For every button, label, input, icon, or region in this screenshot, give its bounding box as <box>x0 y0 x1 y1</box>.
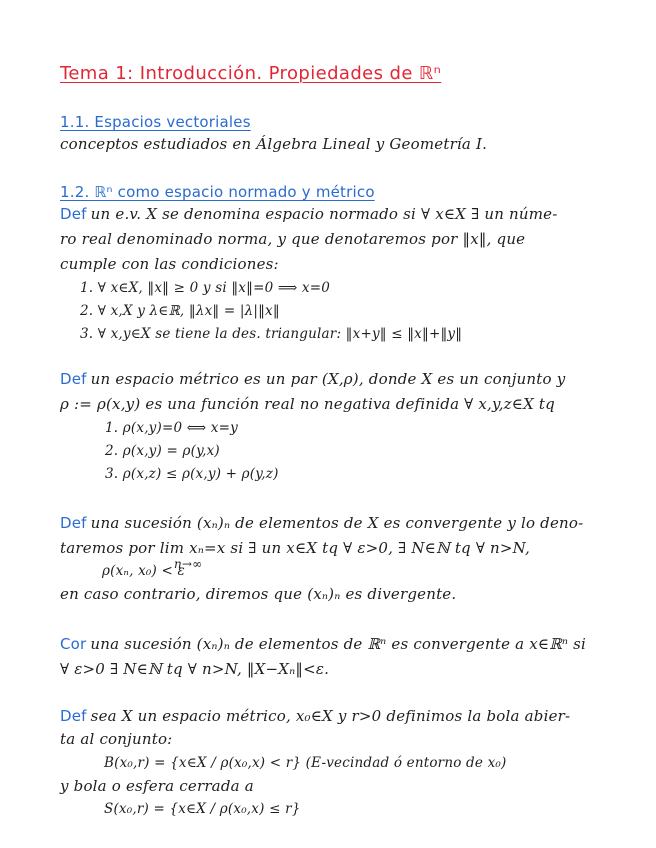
def-metric-line2: ρ := ρ(x,y) es una función real no negativa definida ∀ x,y,z∈X tq <box>60 395 555 413</box>
cor-line2: ∀ ε>0 ∃ N∈ℕ tq ∀ n>N, ‖X−Xₙ‖<ε. <box>60 660 330 678</box>
cor-text1: una sucesión (xₙ)ₙ de elementos de ℝⁿ es convergente a x∈ℝⁿ si <box>90 635 587 653</box>
page-title: Tema 1: Introducción. Propiedades de ℝⁿ <box>60 63 442 84</box>
cor-line1 <box>60 635 586 653</box>
closed-ball-formula: S(x₀,r) = {x∈X / ρ(x₀,x) ≤ r} <box>104 801 301 817</box>
cor-label: Cor <box>60 635 87 653</box>
def-ball-text1: sea X un espacio métrico, x₀∈X y r>0 definimos la bola abier- <box>90 707 571 725</box>
norm-condition-3: 3. ∀ x,y∈X se tiene la des. triangular: ‖x+y‖ ≤ ‖x‖+‖y‖ <box>80 326 463 342</box>
def-label: Def <box>60 205 87 223</box>
def-label: Def <box>60 370 87 388</box>
norm-condition-1: 1. ∀ x∈X, ‖x‖ ≥ 0 y si ‖x‖=0 ⟹ x=0 <box>80 280 331 296</box>
open-ball-formula: B(x₀,r) = {x∈X / ρ(x₀,x) < r} (E-vecindad ó entorno de x₀) <box>104 755 507 771</box>
section-1-2-heading: 1.2. ℝⁿ como espacio normado y métrico <box>60 183 375 201</box>
def-normed-line2: ro real denominado norma, y que denotaremos por ‖x‖, que <box>60 230 526 248</box>
def-convergent-text1: una sucesión (xₙ)ₙ de elementos de X es convergente y lo deno- <box>90 514 584 532</box>
def-convergent-line1 <box>60 514 583 532</box>
def-ball-line4: y bola o esfera cerrada a <box>60 777 254 795</box>
metric-property-3: 3. ρ(x,z) ≤ ρ(x,y) + ρ(y,z) <box>105 466 279 482</box>
limit-subscript: n→∞ <box>174 557 203 571</box>
def-normed-line3: cumple con las condiciones: <box>60 255 279 273</box>
norm-condition-2: 2. ∀ x,X y λ∈ℝ, ‖λx‖ = |λ|‖x‖ <box>80 303 280 319</box>
section-1-1-text: conceptos estudiados en Álgebra Lineal y Geometría I. <box>60 135 488 153</box>
def-normed-line1 <box>60 205 558 223</box>
def-label: Def <box>60 514 87 532</box>
def-ball-line1 <box>60 707 570 725</box>
def-convergent-line4: en caso contrario, diremos que (xₙ)ₙ es divergente. <box>60 585 457 603</box>
def-normed-text1: un e.v. X se denomina espacio normado si ∀ x∈X ∃ un núme- <box>90 205 558 223</box>
def-metric-text1: un espacio métrico es un par (X,ρ), donde X es un conjunto y <box>90 370 566 388</box>
def-convergent-line3: ρ(xₙ, x₀) < ε <box>102 563 185 579</box>
def-label: Def <box>60 707 87 725</box>
metric-property-2: 2. ρ(x,y) = ρ(y,x) <box>105 443 220 459</box>
def-ball-line2: ta al conjunto: <box>60 730 173 748</box>
def-metric-line1 <box>60 370 565 388</box>
metric-property-1: 1. ρ(x,y)=0 ⟺ x=y <box>105 420 238 436</box>
section-1-1-heading: 1.1. Espacios vectoriales <box>60 113 251 131</box>
def-convergent-line2: taremos por lim xₙ=x si ∃ un x∈X tq ∀ ε>0, ∃ N∈ℕ tq ∀ n>N, <box>60 539 531 557</box>
